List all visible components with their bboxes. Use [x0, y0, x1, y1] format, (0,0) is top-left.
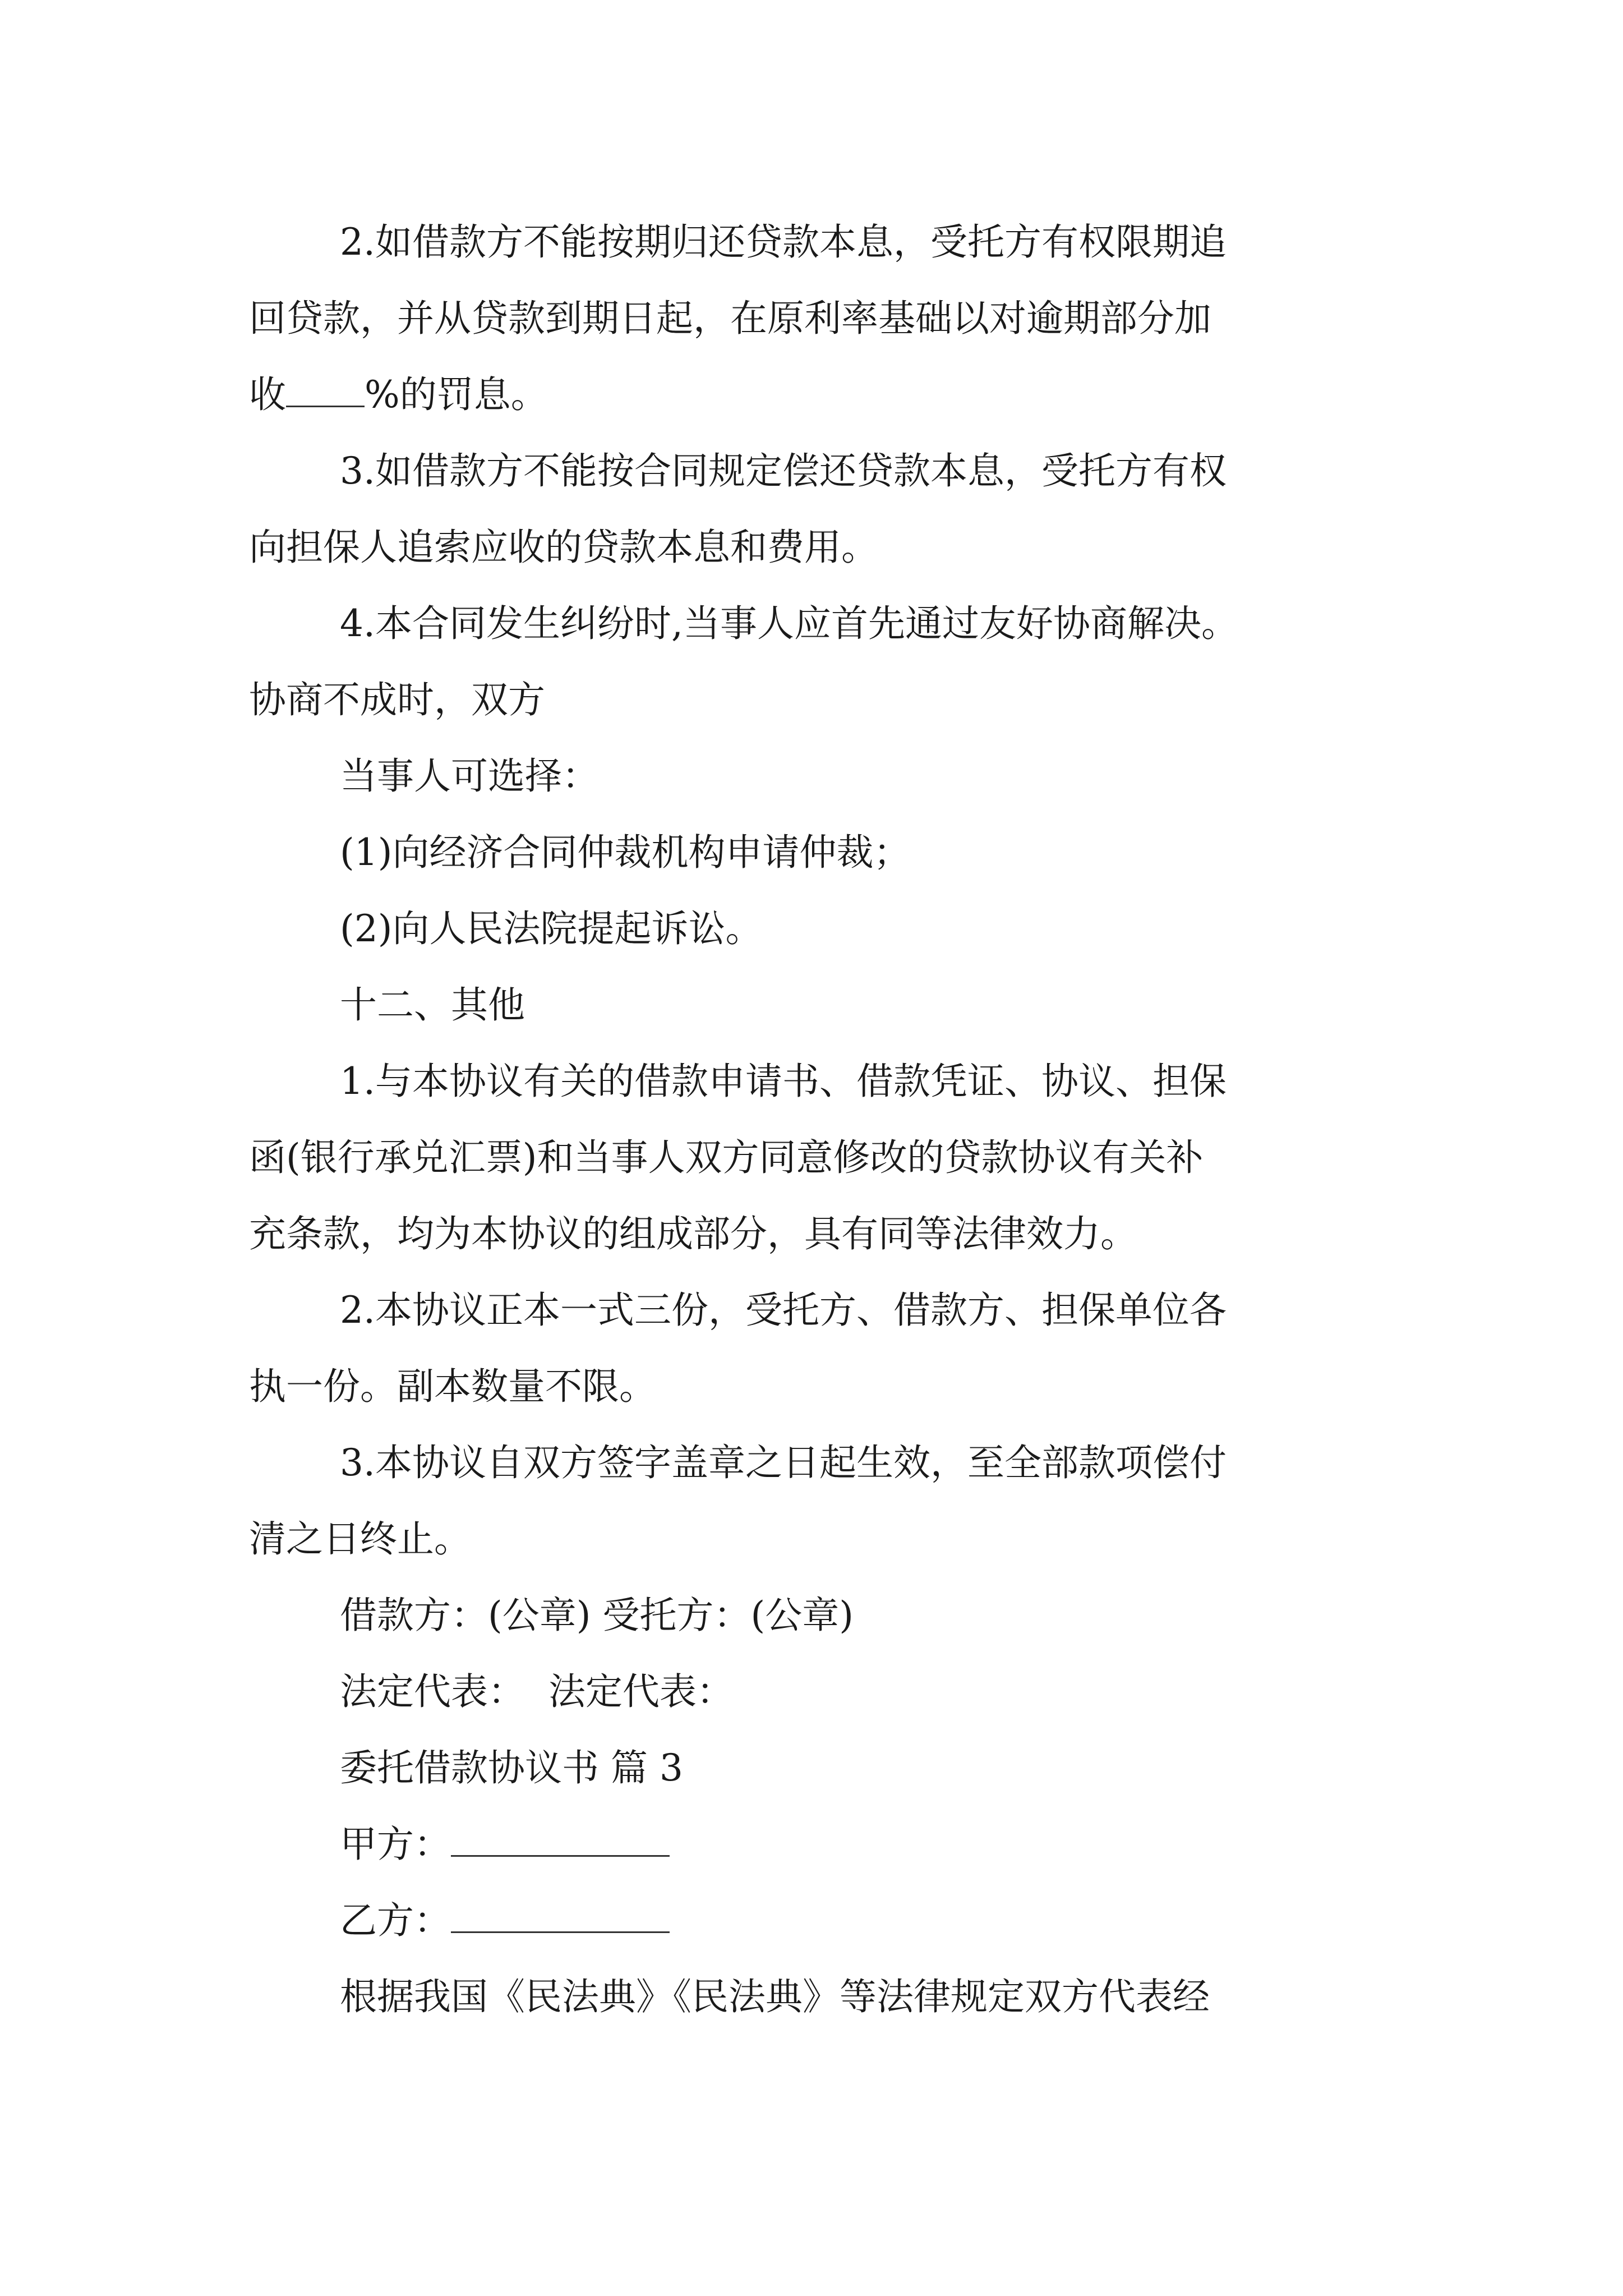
paragraph-line-with-blank [249, 372, 548, 417]
paragraph-line: 执一份。副本数量不限。 [249, 1365, 656, 1408]
paragraph-line: 函(银行承兑汇票)和当事人双方同意修改的贷款协议有关补 [249, 1136, 1204, 1179]
signature-line: 借款方：(公章) 受托方：(公章) [340, 1594, 854, 1637]
paragraph-line: 2.如借款方不能按期归还贷款本息，受托方有权限期追 [340, 220, 1227, 264]
paragraph-line: 4.本合同发生纠纷时,当事人应首先通过友好协商解决。 [340, 602, 1238, 645]
paragraph-line: 回贷款，并从贷款到期日起，在原利率基础以对逾期部分加 [249, 297, 1211, 340]
fill-in-blank [451, 1900, 670, 1933]
paragraph-line: 3.如借款方不能按合同规定偿还贷款本息，受托方有权 [340, 449, 1227, 493]
paragraph-line: 向担保人追索应收的贷款本息和费用。 [249, 526, 878, 569]
paragraph-line: 清之日终止。 [249, 1517, 471, 1561]
paragraph-text: %的罚息。 [365, 373, 548, 416]
agreement-title: 委托借款协议书 篇 3 [340, 1746, 683, 1789]
party-a-line [340, 1822, 670, 1867]
paragraph-line: 协商不成时，双方 [249, 678, 545, 721]
paragraph-line: 2.本协议正本一式三份，受托方、借款方、担保单位各 [340, 1289, 1227, 1332]
party-b-line [340, 1898, 670, 1943]
party-a-label: 甲方： [340, 1823, 451, 1866]
section-heading: 十二、其他 [340, 983, 525, 1027]
fill-in-blank [451, 1824, 670, 1857]
representative-line: 法定代表： 法定代表： [340, 1670, 734, 1713]
paragraph-line: 3.本协议自双方签字盖章之日起生效，至全部款项偿付 [340, 1441, 1227, 1484]
list-item: (2)向人民法院提起诉讼。 [340, 907, 763, 950]
paragraph-line: 根据我国《民法典》《民法典》等法律规定双方代表经 [340, 1975, 1210, 2018]
paragraph-line: 充条款，均为本协议的组成部分，具有同等法律效力。 [249, 1212, 1137, 1255]
paragraph-text: 收 [249, 373, 286, 416]
fill-in-blank [286, 374, 365, 407]
paragraph-line: 当事人可选择： [340, 754, 599, 798]
list-item: (1)向经济合同仲裁机构申请仲裁； [340, 831, 911, 874]
party-b-label: 乙方： [340, 1899, 451, 1942]
paragraph-line: 1.与本协议有关的借款申请书、借款凭证、协议、担保 [340, 1060, 1227, 1103]
